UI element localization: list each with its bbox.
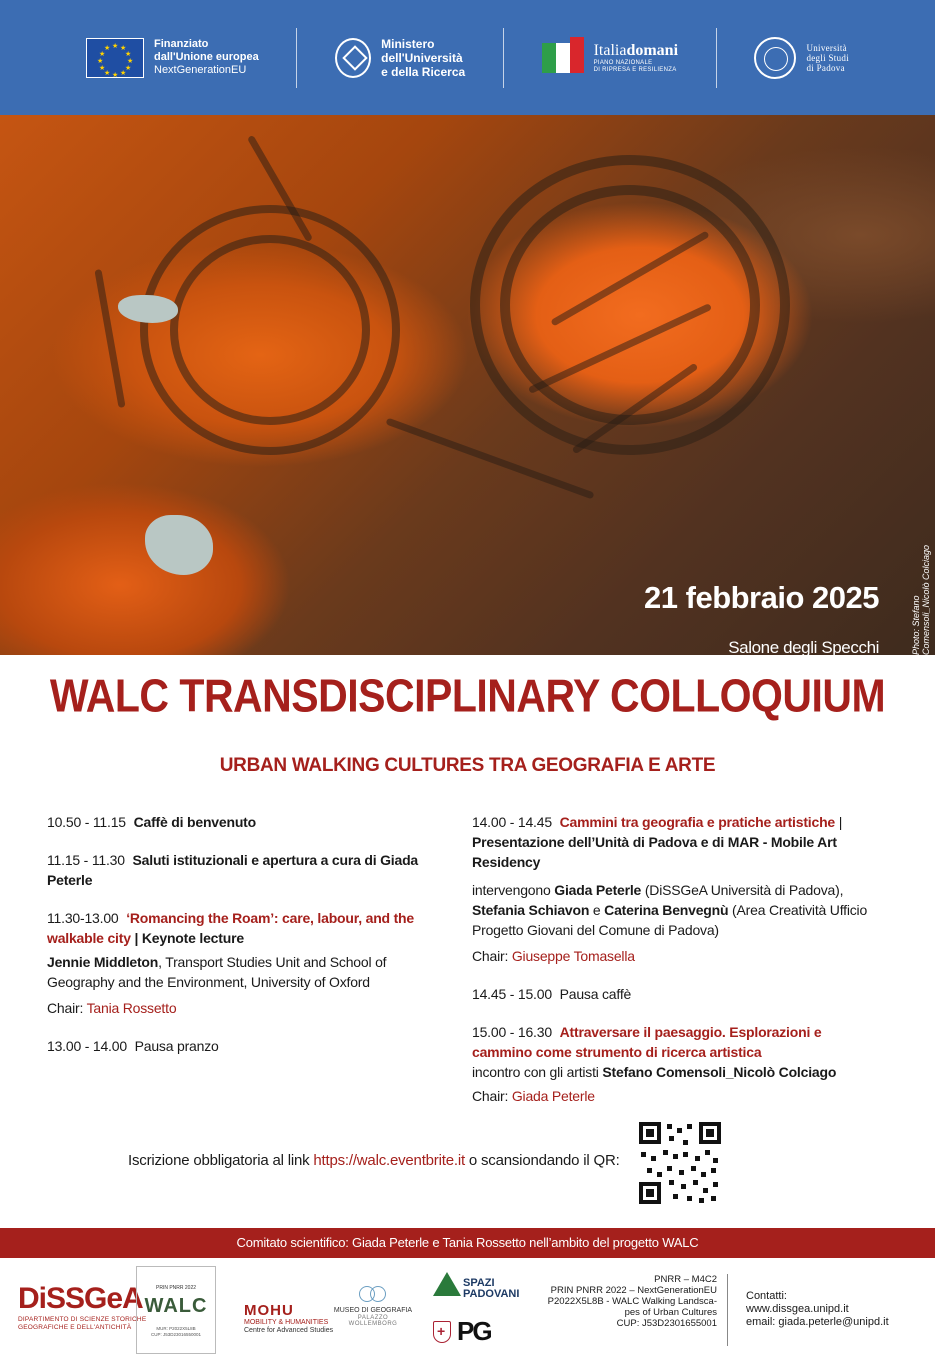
item-label: Caffè di benvenuto [133, 814, 256, 830]
museo-name: MUSEO DI GEOGRAFIA [333, 1307, 413, 1314]
item-time: 13.00 - 14.00 [47, 1038, 127, 1054]
qr-finder [639, 1182, 661, 1204]
italia-sub1: PIANO NAZIONALE [593, 59, 653, 66]
divider [727, 1274, 728, 1346]
walc-name: WALC [144, 1295, 208, 1317]
speaker-affiliation: (Area Creatività Ufficio Progetto Giovani del Comune di Padova) [472, 902, 868, 938]
program-item [47, 850, 442, 890]
italiadomani-logo [542, 37, 678, 79]
session-title: Cammini tra geografia e pratiche artistiche [559, 814, 836, 830]
contacts-website[interactable]: www.dissgea.unipd.it [746, 1303, 849, 1315]
prin-line2: PRIN PNRR 2022 – NextGenerationEU [550, 1285, 717, 1296]
mohu-logo [244, 1302, 333, 1335]
eu-line2: dall'Unione europea [154, 51, 259, 63]
italia-flag-icon [542, 37, 584, 79]
mohu-sub2: Centre for Advanced Studies [244, 1327, 334, 1334]
walc-top: PRIN PNRR 2022 [155, 1285, 196, 1291]
speaker-name: Jennie Middleton [47, 954, 159, 970]
paint-flake [118, 295, 178, 323]
item-time: 14.45 - 15.00 [472, 986, 552, 1002]
paint-flake [145, 515, 213, 575]
keynote-tag: | Keynote lecture [130, 930, 244, 946]
mohu-sub1: MOBILITY & HUMANITIES [244, 1319, 329, 1326]
speaker-affiliation: (DiSSGeA Università di Padova), [641, 882, 844, 898]
unipd-line2: degli Studi [806, 52, 849, 63]
ministry-line2: dell'Università [381, 50, 463, 65]
triangle-icon [433, 1272, 461, 1296]
qr-code[interactable] [639, 1122, 721, 1204]
program-item [472, 1022, 882, 1106]
page-title: WALC TRANSDISCIPLINARY COLLOQUIUM [49, 670, 886, 722]
program-item [47, 908, 442, 1018]
session-title: Attraversare il paesaggio. Esplorazioni e cammino come strumento di ricerca artistica [472, 1024, 822, 1060]
eu-funding-logo [86, 38, 259, 78]
ministry-line3: e della Ricerca [381, 64, 466, 79]
italia-sub2: DI RIPRESA E RESILIENZA [593, 66, 677, 73]
spazi-padovani-logo [433, 1272, 523, 1346]
divider [503, 28, 504, 88]
chair-label: Chair: [472, 1088, 512, 1104]
eu-line3: NextGenerationEU [154, 64, 247, 76]
registration-text: Iscrizione obbligatoria al link [128, 1152, 314, 1169]
chair-label: Chair: [47, 1000, 87, 1016]
program-item [472, 984, 882, 1004]
event-date: 21 febbraio 2025 [644, 580, 879, 615]
chair-label: Chair: [472, 948, 512, 964]
dissgea-name: DiSSGeA [18, 1282, 143, 1315]
walc-bottom2: CUP: J53D23016550001 [150, 1332, 202, 1337]
item-time: 11.30-13.00 [47, 910, 119, 926]
item-label: Saluti istituzionali e apertura a cura di Giada Peterle [47, 852, 419, 888]
padova-shield-icon [433, 1321, 451, 1343]
museo-logo [333, 1286, 413, 1327]
hero-photo [0, 115, 935, 655]
mohu-name: MOHU [244, 1302, 294, 1319]
chair-name: Tania Rossetto [86, 1000, 177, 1016]
item-time: 11.15 - 11.30 [47, 852, 125, 868]
prin-line3: P2022X5L8B - WALC Walking Landsca- [547, 1296, 717, 1307]
speaker-name: Stefania Schiavon [472, 902, 590, 918]
italian-emblem-icon [335, 38, 371, 78]
rings-icon [359, 1286, 387, 1302]
committee-band: Comitato scientifico: Giada Peterle e Tania Rossetto nell’ambito del progetto WALC [0, 1228, 935, 1258]
item-time: 15.00 - 16.30 [472, 1024, 552, 1040]
chair-name: Giuseppe Tomasella [511, 948, 635, 964]
divider [296, 28, 297, 88]
speaker-name: Caterina Benvegnù [604, 902, 729, 918]
item-label: Pausa caffè [559, 986, 632, 1002]
spazi-line2: PADOVANI [463, 1288, 520, 1300]
registration-link[interactable]: https://walc.eventbrite.it [313, 1152, 465, 1169]
unipd-line1: Università [806, 42, 847, 53]
program-left-column [47, 812, 442, 1066]
artists-names: Stefano Comensoli_Nicolò Colciago [602, 1064, 837, 1080]
program-item [472, 812, 882, 966]
program-right-column [472, 812, 882, 1116]
walc-bottom1: MUR: P2022X5L8B [156, 1326, 196, 1331]
conjunction: e [589, 902, 605, 918]
page-subtitle: URBAN WALKING CULTURES TRA GEOGRAFIA E ARTE [219, 755, 716, 776]
prin-info [532, 1274, 717, 1329]
pg-logo-mark: PG [457, 1316, 491, 1346]
item-time: 14.00 - 14.45 [472, 814, 552, 830]
eu-line1: Finanziato [154, 38, 209, 50]
unipd-line3: di Padova [806, 62, 845, 73]
speaker-name: Giada Peterle [554, 882, 642, 898]
item-label: Pausa pranzo [134, 1038, 219, 1054]
session-subtitle: Presentazione dell’Unità di Padova e di MAR - Mobile Art Residency [472, 834, 837, 870]
ministry-logo [335, 37, 465, 79]
unipd-logo [754, 37, 849, 79]
ministry-line1: Ministero [381, 36, 435, 51]
program-item [47, 812, 442, 832]
dissgea-sub2: GEOGRAFICHE E DELL'ANTICHITÀ [18, 1324, 132, 1331]
qr-finder [699, 1122, 721, 1144]
keynote-title: ‘Romancing the Roam’: care, labour, and the walkable city [47, 910, 414, 946]
university-seal-icon [754, 37, 796, 79]
contacts [746, 1290, 889, 1329]
spazi-line1: SPAZI [463, 1277, 495, 1289]
italia-name-bold: domani [626, 41, 679, 59]
registration-text-after: o scansiondando il QR: [464, 1152, 620, 1169]
program-item [47, 1036, 442, 1056]
texture-arc [170, 235, 370, 425]
artists-intro: incontro con gli artisti [472, 1064, 603, 1080]
prin-line4: pes of Urban Cultures [624, 1307, 717, 1318]
museo-sub: PALAZZO WOLLEMBORG [348, 1315, 398, 1327]
eu-flag-icon: ★ ★ ★ ★ ★ ★ ★ ★ ★ ★ ★ ★ [86, 38, 144, 78]
prin-line1: PNRR – M4C2 [654, 1274, 717, 1285]
qr-finder [639, 1122, 661, 1144]
speakers-intro: intervengono [472, 882, 555, 898]
contacts-label: Contatti: [746, 1290, 787, 1302]
contacts-email[interactable]: email: giada.peterle@unipd.it [746, 1316, 889, 1328]
event-venue: Salone degli Specchi [728, 638, 879, 655]
chair-name: Giada Peterle [511, 1088, 595, 1104]
dissgea-logo [18, 1282, 146, 1332]
dissgea-sub1: DIPARTIMENTO DI SCIENZE STORICHE [18, 1316, 147, 1323]
funding-banner [0, 0, 935, 115]
item-time: 10.50 - 11.15 [47, 814, 126, 830]
footer-logos [0, 1262, 935, 1361]
title-separator: | [835, 814, 843, 830]
registration-line [128, 1152, 620, 1169]
italia-name-light: Italia [593, 41, 627, 59]
texture-stripe [94, 269, 125, 408]
photo-credit: Photo: Stefano Comensoli_Nicolò Colciago [911, 544, 931, 655]
divider [716, 28, 717, 88]
prin-line5: CUP: J53D2301655001 [616, 1318, 717, 1329]
speaker-affiliation: , Transport Studies Unit and School of Geography and the Environment, University of Oxford [47, 954, 387, 990]
walc-logo [136, 1266, 216, 1354]
